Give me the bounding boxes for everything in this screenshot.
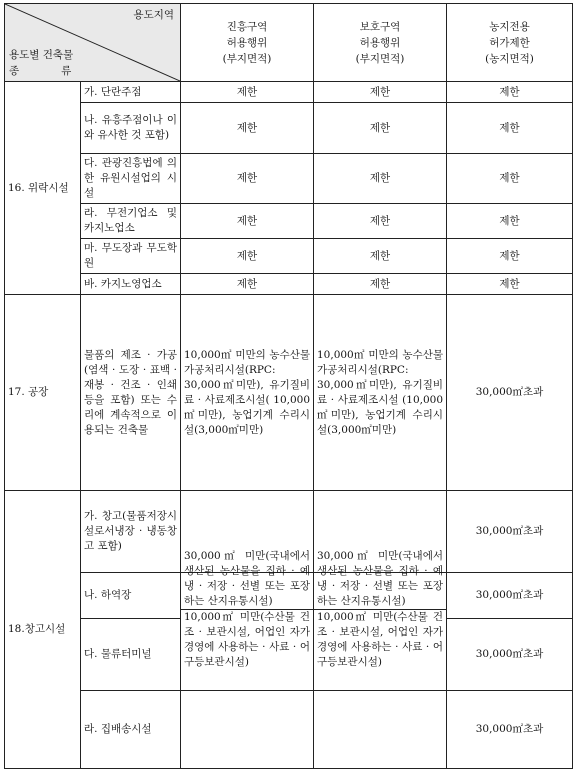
table-row: 라. 무전기업소 및 카지노업소 제한 제한 제한 (5, 204, 573, 239)
sub-type-cell: 바. 카지노영업소 (81, 274, 181, 295)
protection-zone-cell: 10,000㎡ 미만의 농수산물가공처리시설(RPC: 30,000㎡미만), 유기질비료 · 사료제조시설 (10,000㎡미만), 농업기계 수리시설(3,000㎡미만) (314, 295, 447, 491)
promotion-zone-cell: 30,000㎡ 미만(국내에서 생산된 농산물을 집하 · 예냉 · 저장 · 선별 또는 포장하는 산지유통시설) 10,000㎡ 미만(수산물 건조 · 보관시설, 어업인 자가경영에 사용하는 · 사료 · 어구등보관시설) (181, 573, 314, 691)
protection-zone-cell: 30,000㎡ 미만(국내에서 생산된 농산물을 집하 · 예냉 · 저장 · 선별 또는 포장하는 산지유통시설) 10,000㎡ 미만(수산물 건조 · 보관시설, 어업인 자가경영에 사용하는 · 사료 · 어구등보관시설) (314, 573, 447, 691)
conversion-limit-cell: 30,000㎡초과 (447, 691, 573, 769)
promotion-zone-cell (181, 691, 314, 769)
building-label: 용도별 건축물 (9, 49, 74, 61)
header-promotion-zone: 진흥구역 허용행위 (부지면적) (181, 4, 314, 82)
sub-type-cell: 나. 유흥주점이나 이와 유사한 것 포함) (81, 103, 181, 154)
sub-type-cell: 라. 집배송시설 (81, 691, 181, 769)
sub-type-cell: 다. 물류터미널 (81, 619, 181, 691)
header-protection-zone: 보호구역 허용행위 (부지면적) (314, 4, 447, 82)
table-row: 나. 유흥주점이나 이와 유사한 것 포함) 제한 제한 제한 (5, 103, 573, 154)
category-cell: 17. 공장 (5, 295, 81, 491)
diagonal-header-cell (5, 4, 181, 82)
zone-label: 용도지역 (133, 9, 174, 21)
sub-type-cell: 물품의 제조 · 가공(염색 · 도장 · 표백 · 재봉 · 건조 · 인쇄 등을 포함) 또는 수리에 계속적으로 이용되는 건축물 (81, 295, 181, 491)
table-row (5, 573, 573, 619)
conversion-limit-cell: 30,000㎡초과 (447, 295, 573, 491)
table-row (5, 691, 573, 769)
table-row (5, 295, 573, 491)
sub-type-cell: 마. 무도장과 무도학원 (81, 239, 181, 274)
table-row: 마. 무도장과 무도학원 제한 제한 제한 (5, 239, 573, 274)
sub-type-cell: 나. 하역장 (81, 573, 181, 619)
sub-type-cell: 다. 관광진흥법에 의한 유원시설업의 시설 (81, 154, 181, 204)
conversion-limit-cell: 30,000㎡초과 (447, 491, 573, 573)
land-use-regulation-table (4, 3, 573, 769)
header-conversion-limit: 농지전용 허가제한 (농지면적) (447, 4, 573, 82)
category-cell: 18.창고시설 (5, 491, 81, 769)
promotion-zone-cell: 10,000㎡ 미만의 농수산물가공처리시설(RPC: 30,000㎡미만), 유기질비료 · 사료제조시설( 10,000㎡미만), 농업기계 수리시설(3,000㎡미만) (181, 295, 314, 491)
sub-type-cell: 가. 창고(물품저장시설로서냉장 · 냉동창고 포함) (81, 491, 181, 573)
category-cell: 16. 위락시설 (5, 82, 81, 295)
table-row: 다. 관광진흥법에 의한 유원시설업의 시설 제한 제한 제한 (5, 154, 573, 204)
table-row: 16. 위락시설 가. 단란주점 제한 제한 제한 (5, 82, 573, 103)
conversion-limit-cell: 30,000㎡초과 (447, 573, 573, 619)
sub-type-cell: 라. 무전기업소 및 카지노업소 (81, 204, 181, 239)
conversion-limit-cell: 30,000㎡초과 (447, 619, 573, 691)
header-row (5, 4, 573, 82)
table-row: 바. 카지노영업소 제한 제한 제한 (5, 274, 573, 295)
type-label: 종 류 (9, 65, 72, 77)
sub-type-cell: 가. 단란주점 (81, 82, 181, 103)
protection-zone-cell (314, 691, 447, 769)
